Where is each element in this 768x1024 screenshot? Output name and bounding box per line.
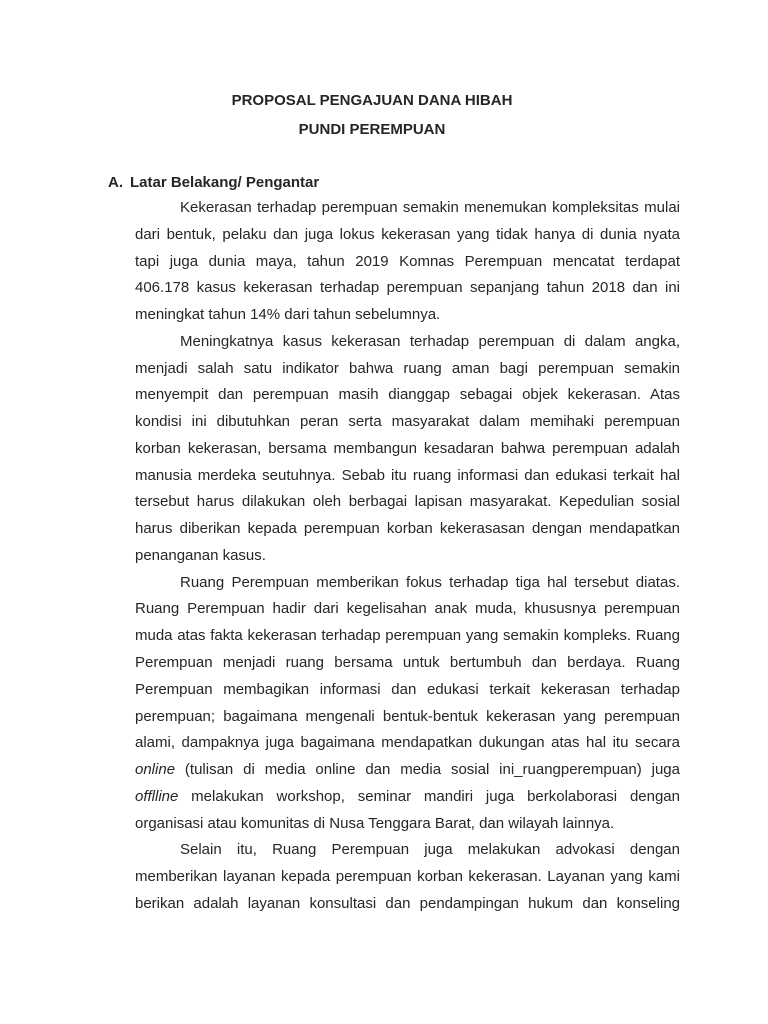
- paragraph-line: kondisi ini dibutuhkan peran serta masyarakat dalam memihaki perempuan: [135, 413, 680, 431]
- paragraph-line: meningkat tahun 14% dari tahun sebelumnya.: [135, 306, 441, 324]
- paragraph-line: Kekerasan terhadap perempuan semakin menemukan kompleksitas mulai: [180, 199, 680, 216]
- paragraph-line: Ruang Perempuan memberikan fokus terhadap tiga hal tersebut diatas.: [180, 573, 680, 591]
- paragraph-line: menyempit dan perempuan masih dianggap sebagai objek kekerasan. Atas: [135, 386, 680, 404]
- paragraph-2: [135, 329, 680, 570]
- paragraph-line: penanganan kasus.: [135, 546, 266, 564]
- italic-term: offlline: [135, 787, 179, 805]
- paragraph-line: alami, dampaknya juga bagaimana mendapatkan dukungan atas hal itu secara: [135, 734, 680, 752]
- paragraph-line: dari bentuk, pelaku dan juga lokus kekerasan yang tidak hanya di dunia nyata: [135, 225, 680, 243]
- line-text: melakukan workshop, seminar mandiri juga berkolaborasi dengan: [178, 787, 680, 805]
- paragraph-line: tapi juga dunia maya, tahun 2019 Komnas Perempuan mencatat terdapat: [135, 252, 680, 270]
- paragraph-line: Ruang Perempuan hadir dari kegelisahan anak muda, khususnya perempuan: [135, 600, 680, 618]
- paragraph-line: muda atas fakta kekerasan terhadap perempuan yang semakin kompleks. Ruang: [135, 627, 680, 645]
- italic-term: online: [135, 761, 176, 779]
- paragraph-4: [135, 837, 680, 917]
- paragraph-line: menjadi salah satu indikator bahwa ruang aman bagi perempuan semakin: [135, 359, 680, 377]
- paragraph-line: 406.178 kasus kekerasan terhadap perempuan sepanjang tahun 2018 dan ini: [135, 279, 680, 297]
- paragraph-line: Selain itu, Ruang Perempuan juga melakukan advokasi dengan: [180, 841, 680, 859]
- document-title-line-1: PROPOSAL PENGAJUAN DANA HIBAH: [231, 92, 513, 109]
- paragraph-line: manusia merdeka seutuhnya. Sebab itu ruang informasi dan edukasi terkait hal: [135, 466, 680, 484]
- paragraph-line: berikan adalah layanan konsultasi dan pendampingan hukum dan konseling: [135, 894, 680, 912]
- section-heading-text: Latar Belakang/ Pengantar: [130, 174, 320, 191]
- section-heading: [108, 173, 319, 193]
- paragraph-line: harus diberikan kepada perempuan korban kekerasasan dengan mendapatkan: [135, 520, 680, 538]
- paragraph-line: Perempuan membagikan informasi dan edukasi terkait kekerasan terhadap: [135, 680, 680, 698]
- section-marker: A.: [108, 174, 123, 191]
- paragraph-line: perempuan; bagaimana mengenali bentuk-bentuk kekerasan yang perempuan: [135, 707, 680, 725]
- paragraph-line: Meningkatnya kasus kekerasan terhadap perempuan di dalam angka,: [180, 332, 680, 350]
- document-title-line-2: PUNDI PEREMPUAN: [298, 121, 446, 138]
- paragraph-line: Perempuan menjadi ruang bersama untuk bertumbuh dan berdaya. Ruang: [135, 654, 680, 672]
- paragraph-line: memberikan layanan kepada perempuan korban kekerasan. Layanan yang kami: [135, 868, 680, 886]
- paragraph-line: korban kekerasan, bersama membangun kesadaran bahwa perempuan adalah: [135, 439, 680, 457]
- body-text: [135, 195, 680, 918]
- line-text: (tulisan di media online dan media sosial ini_ruangperempuan) juga: [175, 761, 680, 779]
- paragraph-1: [135, 195, 680, 329]
- paragraph-line: [135, 757, 680, 784]
- paragraph-3: [135, 570, 680, 838]
- paragraph-line: [135, 784, 680, 811]
- paragraph-line: tersebut harus dilakukan oleh berbagai lapisan masyarakat. Kepedulian sosial: [135, 493, 680, 511]
- paragraph-line: organisasi atau komunitas di Nusa Tenggara Barat, dan wilayah lainnya.: [135, 814, 615, 832]
